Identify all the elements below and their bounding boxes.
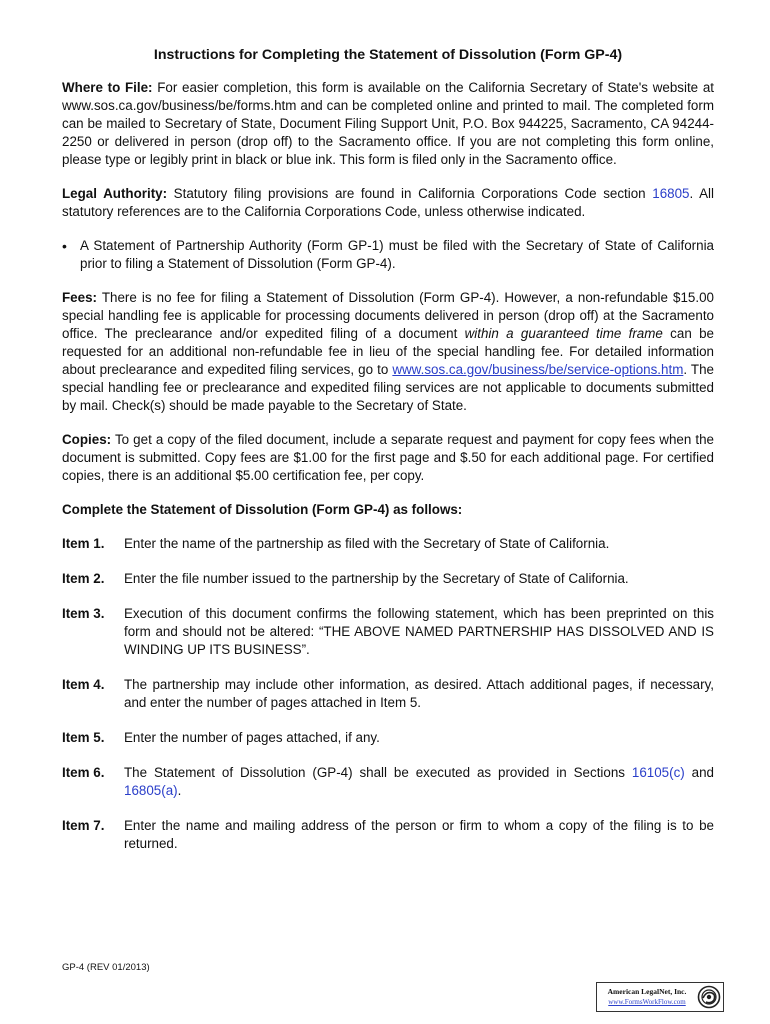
logo-url-link[interactable]: www.FormsWorkFlow.com [608,998,686,1006]
fees-label: Fees: [62,290,97,305]
section-16805-link[interactable]: 16805 [652,186,690,201]
legal-authority-text-before: Statutory filing provisions are found in California Corporations Code section [167,186,653,201]
logo-text [597,987,697,1007]
item-2 [62,570,714,588]
legal-authority-section [62,185,714,221]
item-6-text-before: The Statement of Dissolution (GP-4) shall be executed as provided in Sections [124,765,632,780]
copies-section [62,431,714,485]
item-label: Item 2. [62,571,105,586]
complete-heading: Complete the Statement of Dissolution (Form GP-4) as follows: [62,502,463,517]
fees-section [62,289,714,415]
item-4 [62,676,714,712]
item-label: Item 7. [62,818,105,833]
section-16805a-link[interactable]: 16805(a) [124,783,178,798]
item-label: Item 4. [62,677,105,692]
fees-text-1: There is no fee for filing a Statement of Dissolution (Form GP-4). However, a non-refundable $15.00 special handling fee is applicable for processing documents delivered in person (drop off) at the Sacramento office. The preclearance and/or expedited filing of a document [62,290,714,341]
item-text: Enter the number of pages attached, if any. [124,730,380,745]
item-text: The partnership may include other information, as desired. Attach additional pages, if necessary, and enter the number of pages attached in Item 5. [124,677,714,710]
item-label: Item 3. [62,606,105,621]
legalnet-logo-icon [697,985,721,1009]
item-6-text-mid: and [684,765,714,780]
fees-italic-text: within a guaranteed time frame [464,326,663,341]
instructions-content [62,46,714,870]
legal-authority-label: Legal Authority: [62,186,168,201]
section-16105c-link[interactable]: 16105(c) [631,765,685,780]
copies-paragraph [62,431,714,485]
where-to-file-text: For easier completion, this form is available on the California Secretary of State's website at www.sos.ca.gov/business/be/forms.htm and can be completed online and printed to mail. The completed form can be mailed to Secretary of State, Document Filing Support Unit, P.O. Box 944225, Sacramento, CA 94244-2250 or delivered in person (drop off) to the Sacramento office. If you are not completing this form online, please type or legibly print in black or blue ink. This form is filed only in the Sacramento office. [62,80,714,167]
legalnet-logo[interactable] [596,982,724,1012]
fees-text-3: . The special handling fee or preclearance and expedited filing services are not applicable to documents submitted by mail. Check(s) should be made payable to the Secretary of State. [62,362,714,413]
item-1 [62,535,714,553]
item-5 [62,729,714,747]
item-label: Item 6. [62,765,105,780]
item-text: Enter the name and mailing address of the person or firm to whom a copy of the filing is to be returned. [124,818,714,851]
item-7 [62,817,714,853]
bullet-icon: • [62,238,67,254]
item-label: Item 5. [62,730,105,745]
item-text: Enter the name of the partnership as filed with the Secretary of State of California. [124,536,610,551]
copies-text: To get a copy of the filed document, include a separate request and payment for copy fees when the document is submitted. Copy fees are $1.00 for the first page and $.50 for each additional page. For certified copies, there is an additional $5.00 certification fee, per copy. [62,432,714,483]
service-options-link[interactable]: www.sos.ca.gov/business/be/service-options.htm [392,362,684,377]
item-6 [62,764,714,800]
fees-paragraph [62,289,714,415]
copies-label: Copies: [62,432,112,447]
item-text [124,764,714,800]
prerequisite-bullet [62,237,714,273]
logo-company-name: American LegalNet, Inc. [607,987,687,996]
item-label: Item 1. [62,536,105,551]
item-text: Enter the file number issued to the partnership by the Secretary of State of California. [124,571,629,586]
where-to-file-section [62,79,714,169]
legal-authority-paragraph [62,185,714,221]
legal-authority-text-after: . All statutory references are to the California Corporations Code, unless otherwise indicated. [62,186,714,219]
item-text: Execution of this document confirms the following statement, which has been preprinted on this form and should not be altered: “THE ABOVE NAMED PARTNERSHIP HAS DISSOLVED AND IS WINDING UP ITS BUSINESS”. [124,606,714,657]
where-to-file-label: Where to File: [62,80,153,95]
item-3 [62,605,714,659]
page-title: Instructions for Completing the Statement of Dissolution (Form GP-4) [153,47,623,63]
item-6-text-after: . [177,783,182,798]
prerequisite-text: A Statement of Partnership Authority (Form GP-1) must be filed with the Secretary of State of California prior to filing a Statement of Dissolution (Form GP-4). [80,238,714,271]
where-to-file-paragraph [62,79,714,169]
form-revision: GP-4 (REV 01/2013) [62,962,150,973]
fees-text-2: can be requested for an additional non-refundable fee in lieu of the special handling fee. For detailed information about preclearance and expedited filing services, go to [62,326,714,377]
